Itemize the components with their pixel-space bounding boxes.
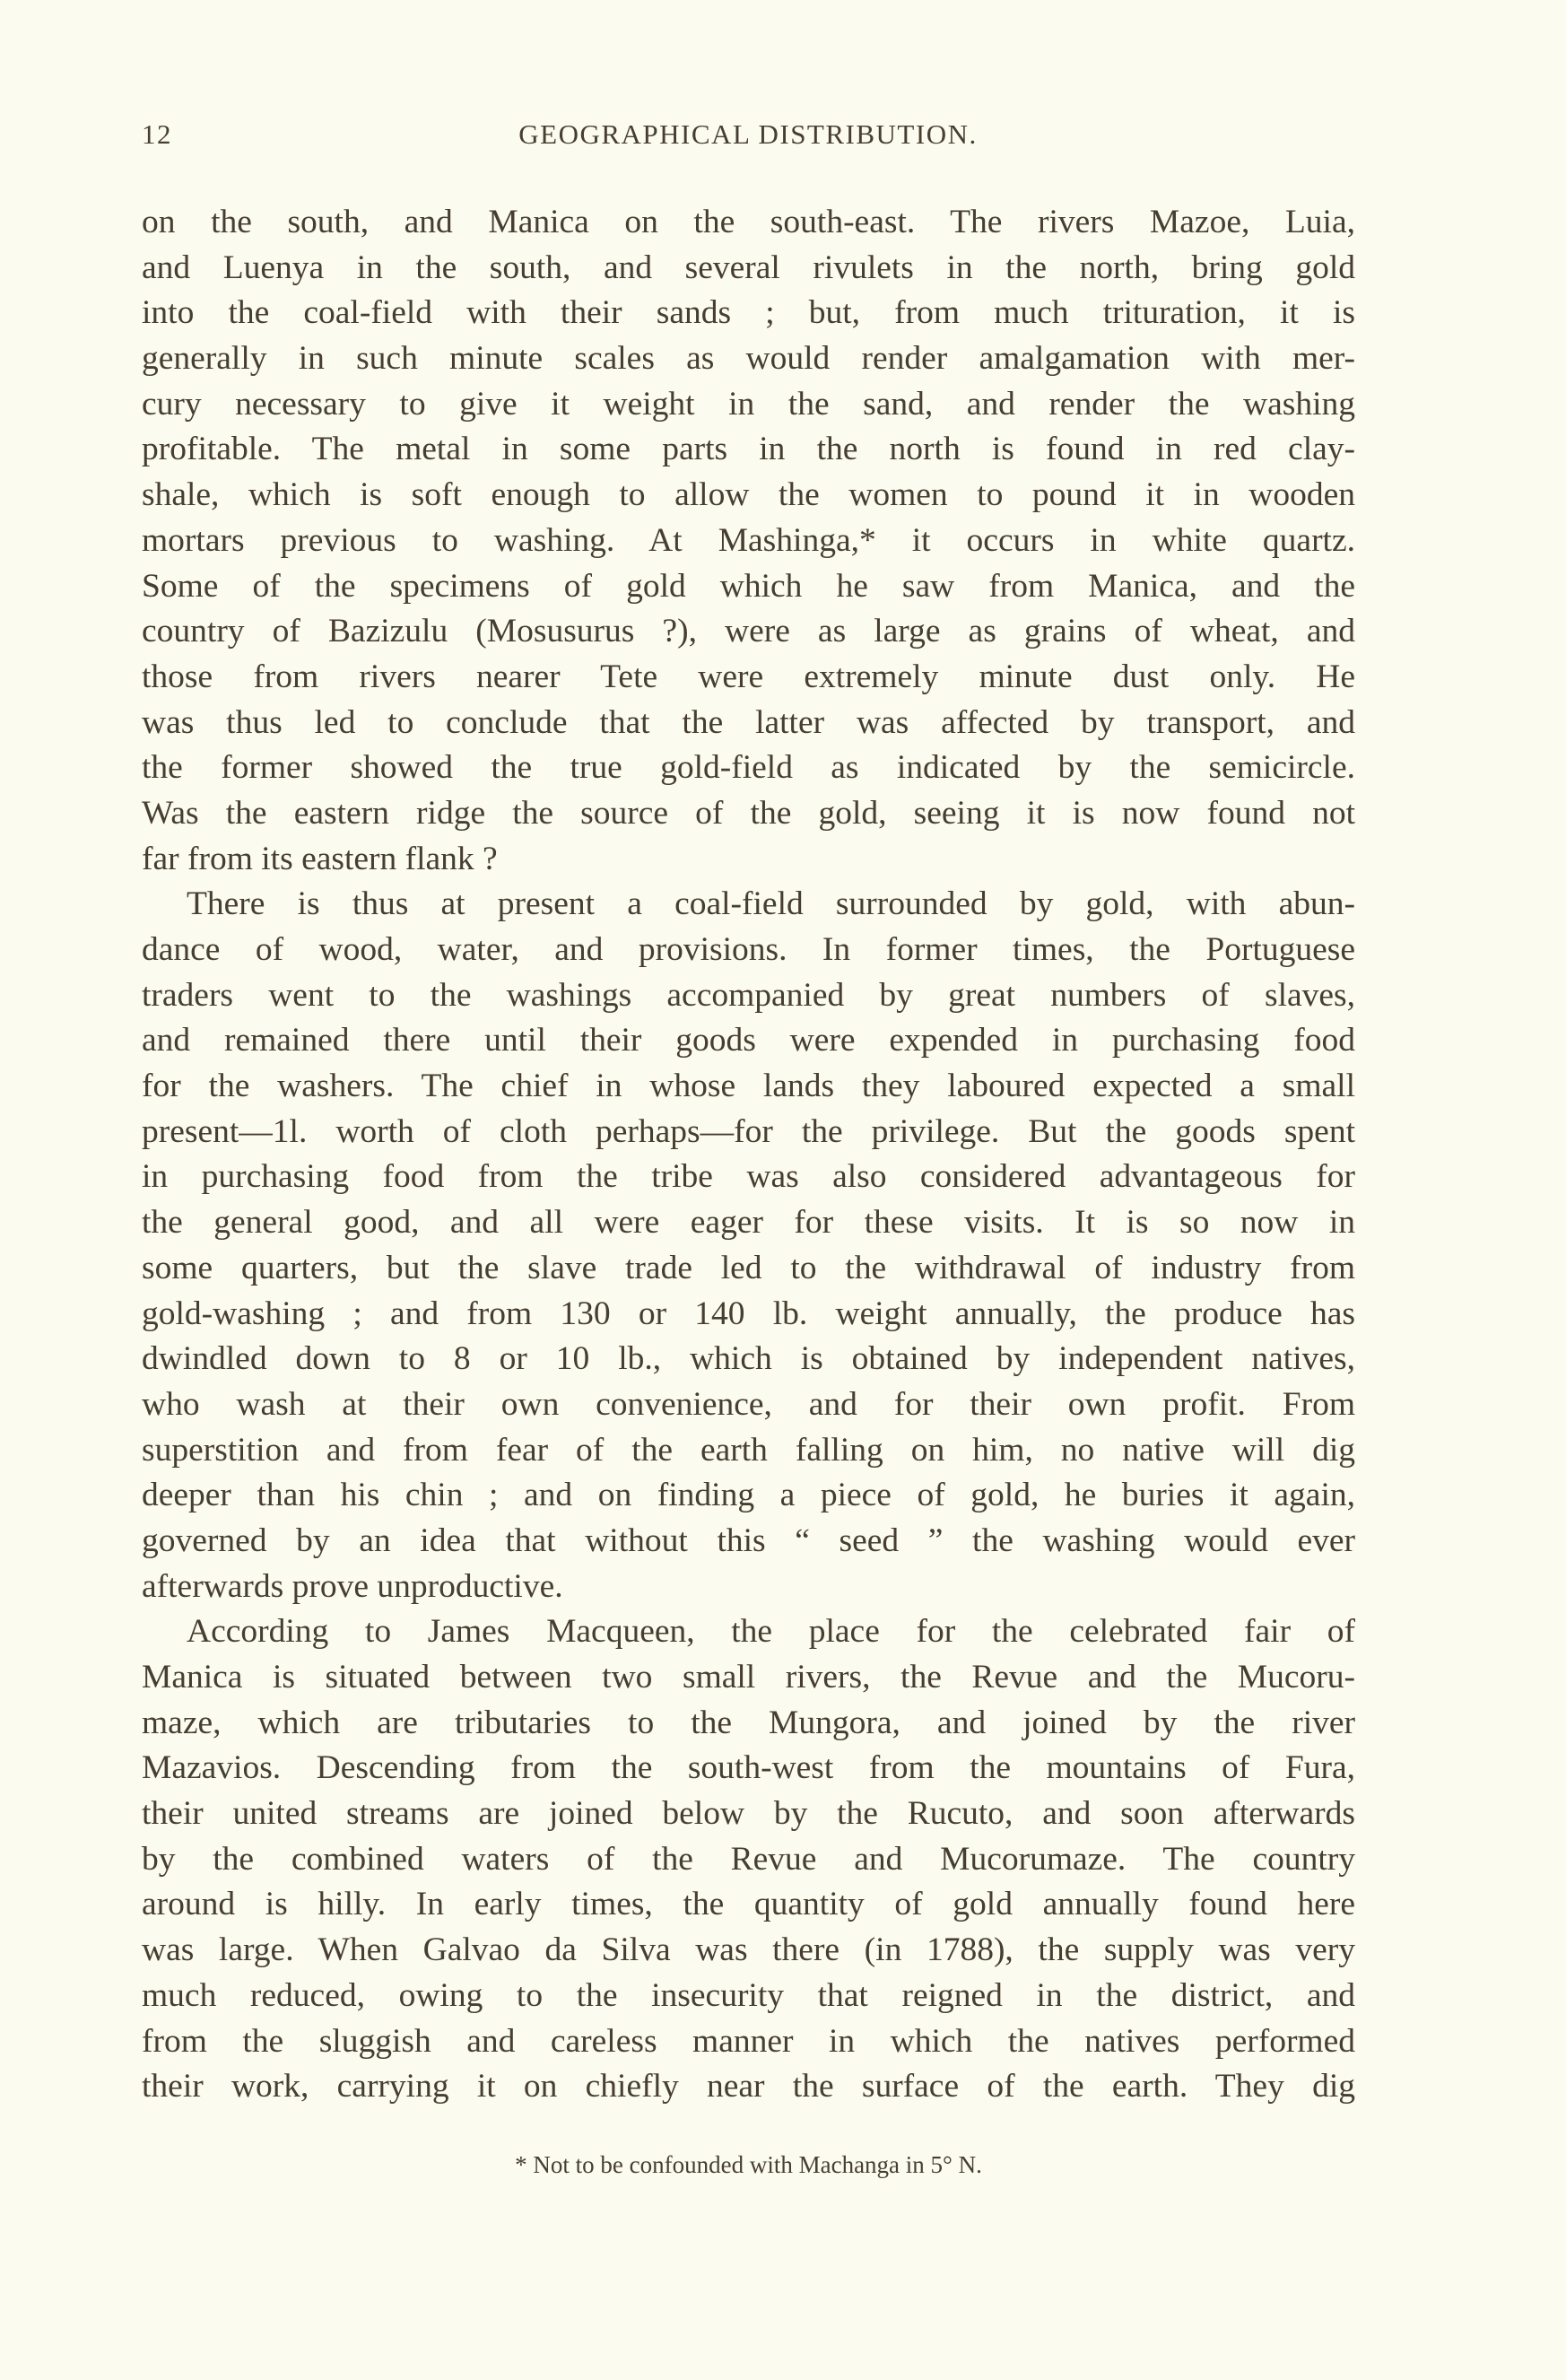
text-line: present—1l. worth of cloth perhaps—for the privilege. But the goods spent (142, 1112, 1355, 1150)
text-line: shale, which is soft enough to allow the women to pound it in wooden (142, 476, 1355, 514)
text-line: was thus led to conclude that the latter was affected by transport, and (142, 703, 1355, 741)
text-line: from the sluggish and careless manner in which the natives performed (142, 2022, 1355, 2060)
text-line: was large. When Galvao da Silva was there (in 1788), the supply was very (142, 1931, 1355, 1969)
text-line: and remained there until their goods were expended in purchasing food (142, 1022, 1355, 1059)
text-line: maze, which are tributaries to the Mungora, and joined by the river (142, 1704, 1355, 1741)
text-line: cury necessary to give it weight in the sand, and render the washing (142, 385, 1355, 423)
text-line: afterwards prove unproductive. (142, 1567, 563, 1605)
text-line: much reduced, owing to the insecurity that reigned in the district, and (142, 1976, 1355, 2014)
text-line: gold-washing ; and from 130 or 140 lb. weight annually, the produce has (142, 1295, 1355, 1332)
text-line: the general good, and all were eager for these visits. It is so now in (142, 1204, 1355, 1242)
text-line: some quarters, but the slave trade led to the withdrawal of industry from (142, 1249, 1355, 1286)
text-line: dwindled down to 8 or 10 lb., which is obtained by independent natives, (142, 1340, 1355, 1378)
text-line: on the south, and Manica on the south-east. The rivers Mazoe, Luia, (142, 204, 1355, 240)
body-text (142, 200, 1355, 2110)
text-line: around is hilly. In early times, the quantity of gold annually found here (142, 1886, 1355, 1923)
text-line: mortars previous to washing. At Mashinga,* it occurs in white quartz. (142, 521, 1355, 559)
text-line: those from rivers nearer Tete were extremely minute dust only. He (142, 658, 1355, 695)
text-line: deeper than his chin ; and on finding a piece of gold, he buries it again, (142, 1477, 1355, 1514)
page-header (142, 118, 1354, 163)
text-line: into the coal-field with their sands ; but, from much trituration, it is (142, 294, 1355, 332)
page-number: 12 (142, 118, 172, 150)
text-line: country of Bazizulu (Mosusurus ?), were as large as grains of wheat, and (142, 613, 1355, 650)
footnote: * Not to be confounded with Machanga in 5° N. (515, 2151, 982, 2178)
text-line: in purchasing food from the tribe was also considered advantageous for (142, 1158, 1355, 1196)
text-line: There is thus at present a coal-field surrounded by gold, with abun- (187, 885, 1355, 923)
text-line: Was the eastern ridge the source of the gold, seeing it is now found not (142, 794, 1355, 832)
text-line: Manica is situated between two small rivers, the Revue and the Mucoru- (142, 1659, 1355, 1696)
text-line: for the washers. The chief in whose lands they laboured expected a small (142, 1068, 1355, 1105)
text-line: generally in such minute scales as would render amalgamation with mer- (142, 340, 1355, 378)
text-line: by the combined waters of the Revue and Mucorumaze. The country (142, 1840, 1355, 1878)
text-line: governed by an idea that without this “ seed ” the washing would ever (142, 1521, 1355, 1559)
text-line: and Luenya in the south, and several rivulets in the north, bring gold (142, 248, 1355, 286)
text-line: Mazavios. Descending from the south-west from the mountains of Fura, (142, 1749, 1355, 1787)
text-line: traders went to the washings accompanied by great numbers of slaves, (142, 976, 1355, 1014)
text-line: far from its eastern flank ? (142, 840, 498, 877)
text-line: superstition and from fear of the earth falling on him, no native will dig (142, 1431, 1355, 1469)
running-title: GEOGRAPHICAL DISTRIBUTION. (518, 118, 978, 150)
text-line: dance of wood, water, and provisions. In former times, the Portuguese (142, 931, 1355, 968)
text-line: profitable. The metal in some parts in the north is found in red clay- (142, 431, 1355, 468)
text-line: their work, carrying it on chiefly near the surface of the earth. They dig (142, 2068, 1355, 2105)
text-line: who wash at their own convenience, and for their own profit. From (142, 1385, 1355, 1423)
text-line: Some of the specimens of gold which he saw from Manica, and the (142, 567, 1355, 605)
text-line: According to James Macqueen, the place for the celebrated fair of (187, 1613, 1355, 1651)
text-line: the former showed the true gold-field as indicated by the semicircle. (142, 749, 1355, 787)
text-line: their united streams are joined below by the Rucuto, and soon afterwards (142, 1795, 1355, 1833)
